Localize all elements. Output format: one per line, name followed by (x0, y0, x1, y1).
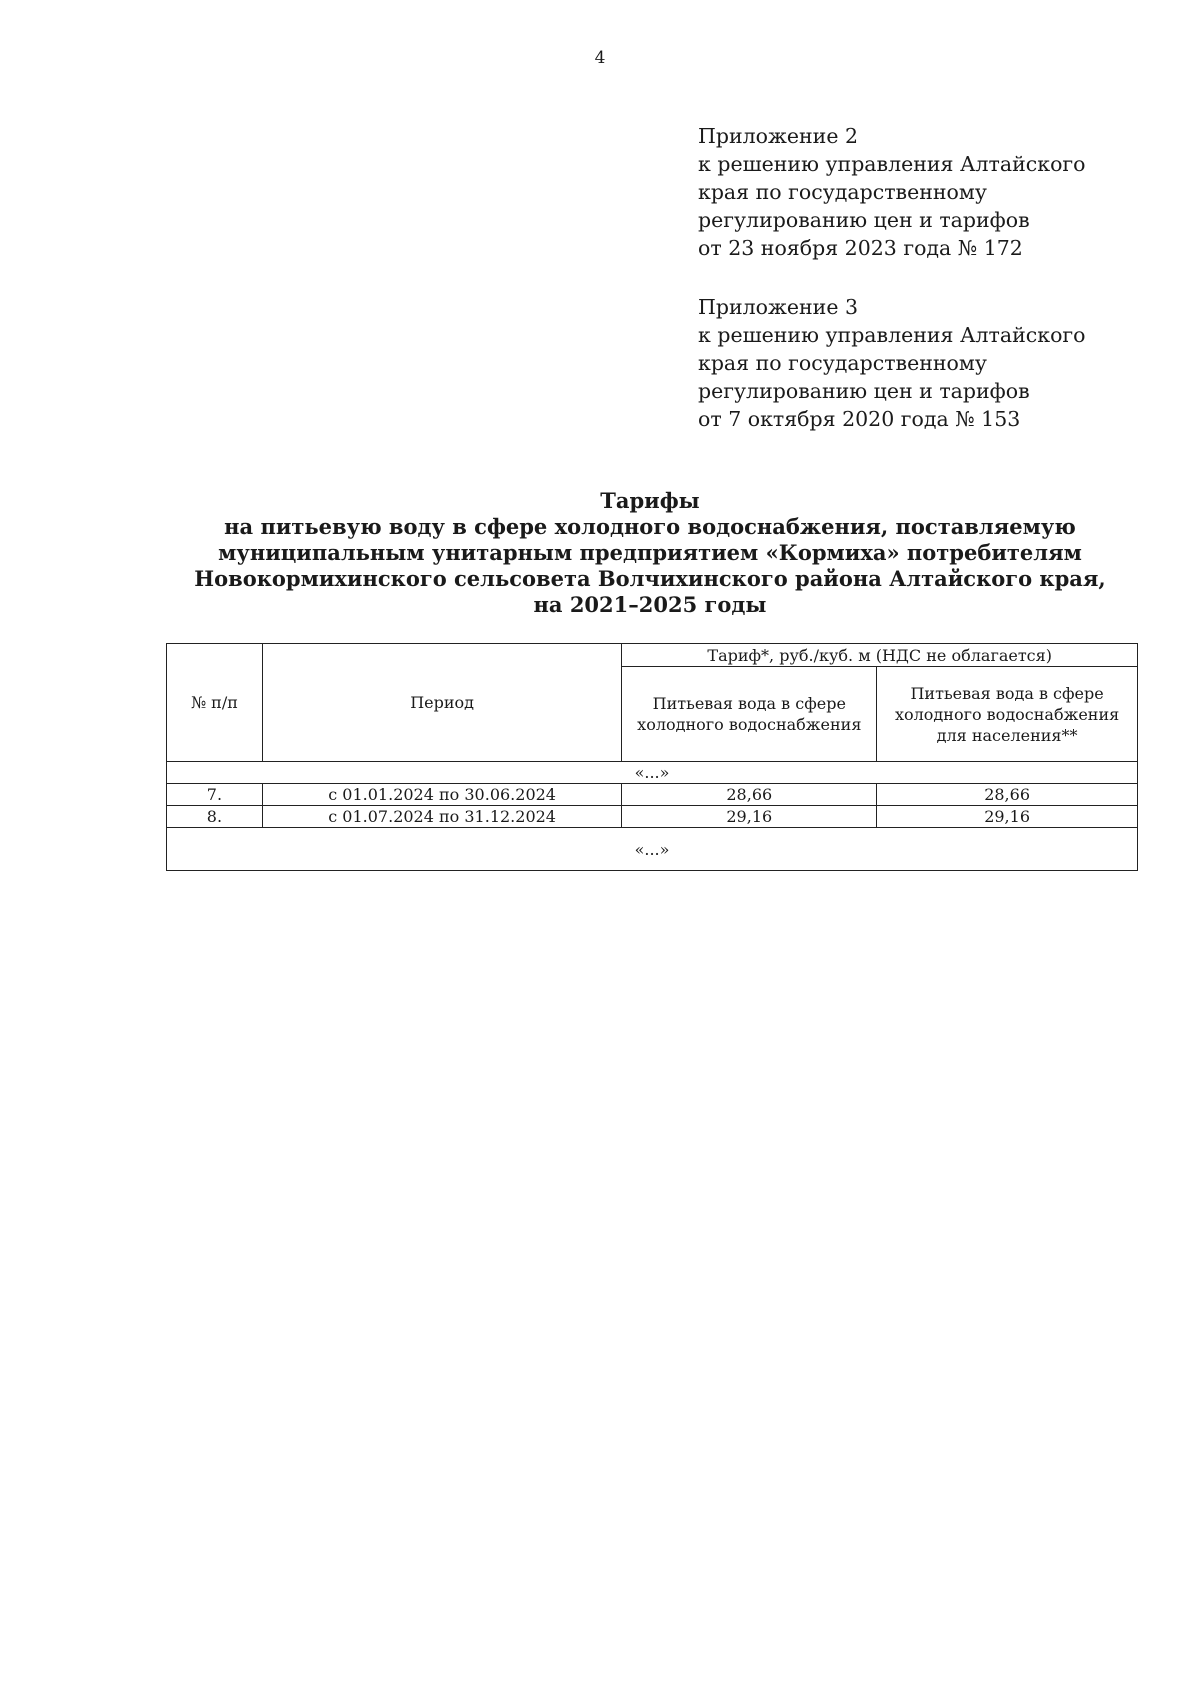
table-header-row (167, 644, 1138, 667)
appendix-2-line: от 23 ноября 2023 года № 172 (698, 236, 1023, 260)
document-title (150, 488, 1150, 618)
row-period: с 01.07.2024 по 31.12.2024 (262, 806, 622, 828)
table-row-ellipsis (167, 828, 1138, 871)
appendix-3-line: от 7 октября 2020 года № 153 (698, 407, 1021, 431)
ellipsis-bottom: «...» (167, 828, 1138, 871)
title-line: муниципальным унитарным предприятием «Кормиха» потребителям (218, 540, 1082, 565)
row-tariff-population: 28,66 (877, 784, 1138, 806)
title-line: Новокормихинского сельсовета Волчихинского района Алтайского края, (194, 566, 1106, 591)
table-row-ellipsis (167, 762, 1138, 784)
appendix-2-block (698, 122, 1138, 262)
row-tariff-population: 29,16 (877, 806, 1138, 828)
appendix-3-line: края по государственному (698, 351, 987, 375)
header-tariff-group: Тариф*, руб./куб. м (НДС не облагается) (622, 644, 1138, 667)
row-period: с 01.01.2024 по 30.06.2024 (262, 784, 622, 806)
header-tariff-population: Питьевая вода в сфере холодного водоснабжения для населения** (877, 667, 1138, 762)
row-tariff-cold-water: 28,66 (622, 784, 877, 806)
title-line: на 2021–2025 годы (533, 592, 767, 617)
header-number: № п/п (167, 644, 263, 762)
row-number: 8. (167, 806, 263, 828)
appendix-3-line: регулированию цен и тарифов (698, 379, 1030, 403)
header-tariff-cold-water: Питьевая вода в сфере холодного водоснабжения (622, 667, 877, 762)
appendix-3-line: к решению управления Алтайского (698, 323, 1086, 347)
page-number: 4 (594, 48, 606, 68)
row-number: 7. (167, 784, 263, 806)
appendix-2-line: регулированию цен и тарифов (698, 208, 1030, 232)
title-line: Тарифы (600, 488, 700, 513)
appendix-2-line: Приложение 2 (698, 124, 859, 148)
appendix-2-line: края по государственному (698, 180, 987, 204)
appendix-3-line: Приложение 3 (698, 295, 859, 319)
table-row (167, 784, 1138, 806)
table-row (167, 806, 1138, 828)
appendix-3-block (698, 293, 1138, 433)
appendix-2-line: к решению управления Алтайского (698, 152, 1086, 176)
ellipsis-top: «...» (167, 762, 1138, 784)
row-tariff-cold-water: 29,16 (622, 806, 877, 828)
tariff-table (166, 643, 1138, 871)
header-period: Период (262, 644, 622, 762)
title-line: на питьевую воду в сфере холодного водоснабжения, поставляемую (224, 514, 1076, 539)
